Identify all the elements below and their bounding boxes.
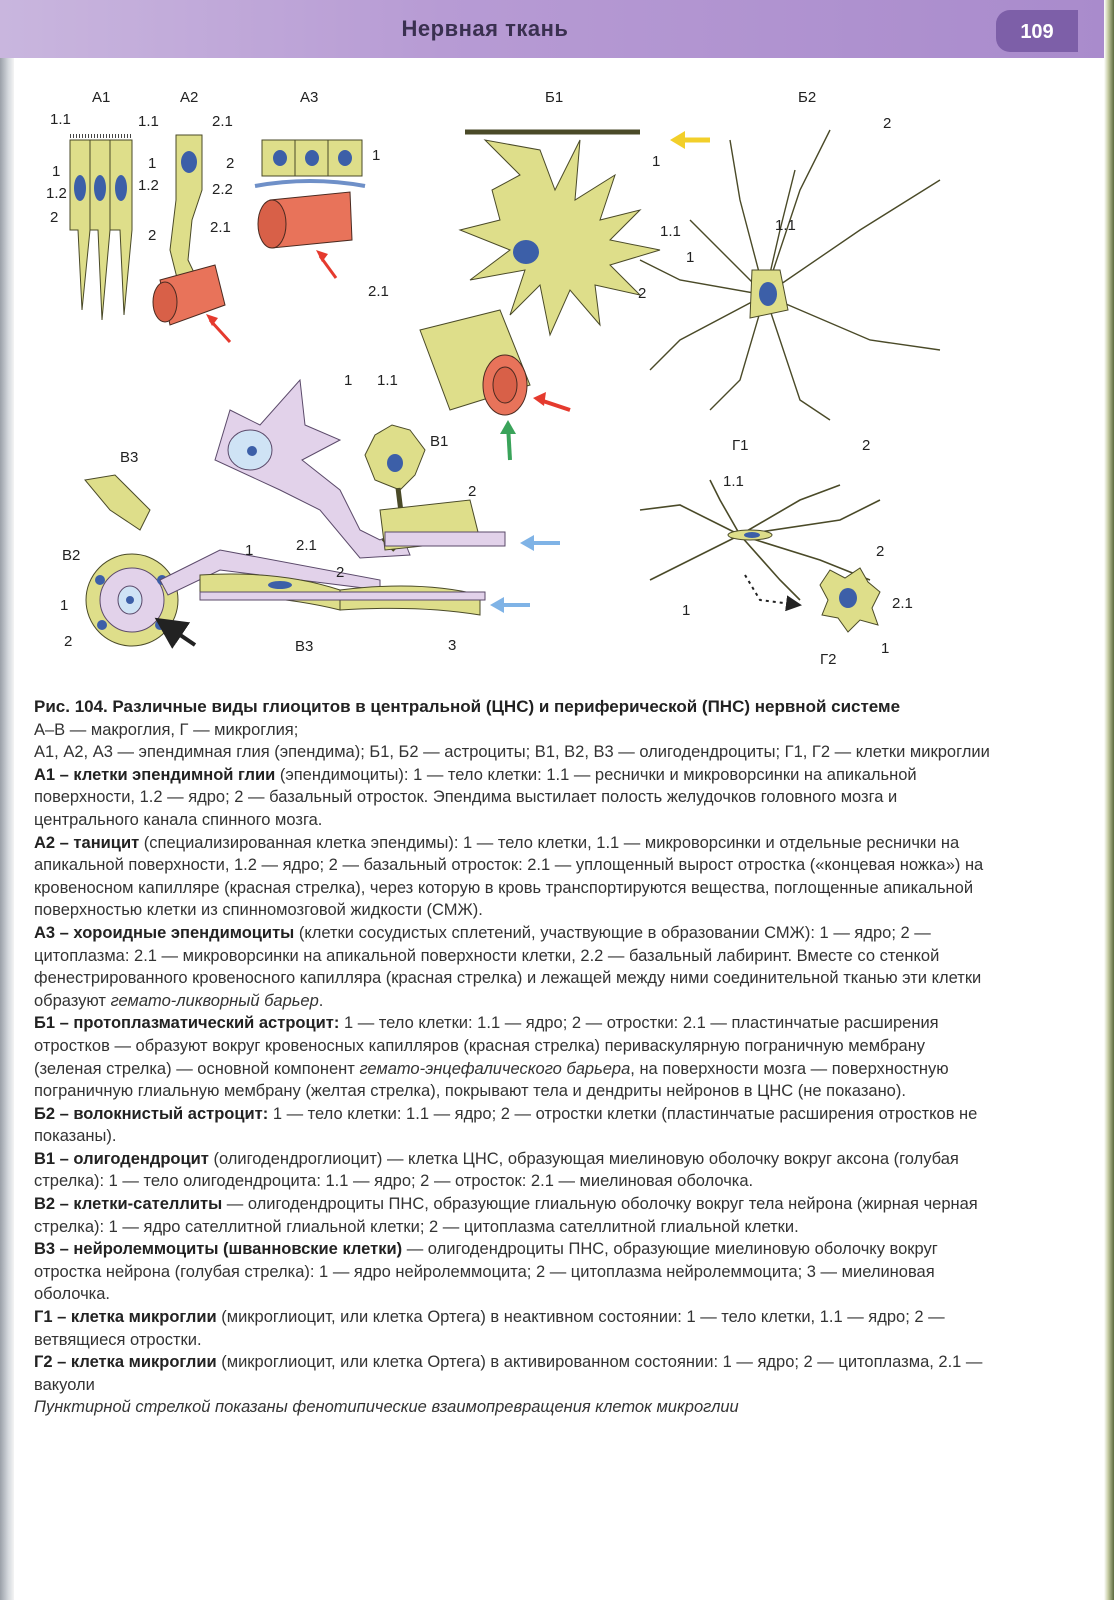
a3-callout-2-1: 2.1 xyxy=(212,113,233,130)
label-b2: Б2 xyxy=(798,89,817,106)
caption-v3: В3 – нейролеммоциты (шванновские клетки) — олигодендроциты ПНС, образующие миелиновую оболочку вокруг отростка нейрона (голубая стрелка): 1 — ядро нейролеммоцита; 2 — цитоплазма нейролеммоцита; 3 — миелиновая оболочка. xyxy=(34,1240,938,1304)
chapter-title: Нервная ткань xyxy=(401,16,569,41)
label-b1: Б1 xyxy=(545,89,564,106)
v3-callout-2: 2 xyxy=(336,564,345,581)
label-a2: А2 xyxy=(180,89,199,106)
v1-callout-2: 2 xyxy=(468,483,477,500)
page-outer-edge xyxy=(1104,0,1114,1600)
caption-g2: Г2 – клетка микроглии (микроглиоцит, или клетка Ортега) в активированном состоянии: 1 — ядро; 2 — цитоплазма, 2.1 — вакуоли xyxy=(34,1353,983,1394)
b2-callout-1-1: 1.1 xyxy=(775,217,796,234)
choroid-ependymocytes-a3 xyxy=(255,140,365,248)
label-a1: А1 xyxy=(92,89,111,106)
caption-title: Рис. 104. Различные виды глиоцитов в центральной (ЦНС) и периферической (ПНС) нервной системе xyxy=(34,697,901,716)
a3-callout-2-2: 2.2 xyxy=(212,181,233,198)
v2-callout-1: 1 xyxy=(60,597,69,614)
label-v3-upper: В3 xyxy=(120,449,139,466)
label-v3-lower: В3 xyxy=(295,638,314,655)
v3-callout-3: 3 xyxy=(448,637,457,654)
caption-a2: А2 – таницит (специализированная клетка эпендимы): 1 — тело клетки, 1.1 — микроворсинки и отдельные реснички на апикальной поверхности, 1.2 — ядро; 2 — базальный отросток: 2.1 — уплощенный вырост отростка («концевая ножка») на кровеносном капилляре (красная стрелка), через которую в кровь транспортируются вещества, поглощенные апикальной поверхностью клетки из спинномозговой жидкости (СМЖ). xyxy=(34,833,984,920)
a2-callout-1-2: 1.2 xyxy=(138,177,159,194)
caption-g1: Г1 – клетка микроглии (микроглиоцит, или клетка Ортега) в неактивном состоянии: 1 — тело клетки, 1.1 — ядро; 2 — ветвящиеся отростки. xyxy=(34,1308,945,1349)
caption-v1: В1 – олигодендроцит (олигодендроглиоцит) — клетка ЦНС, образующая миелиновую оболочку вокруг аксона (голубая стрелка): 1 — тело олигодендроцита: 1.1 — ядро; 2 — отросток: 2.1 — миелиновая оболочка. xyxy=(34,1149,959,1191)
figure-caption xyxy=(34,696,992,1419)
label-g1: Г1 xyxy=(732,437,749,454)
g2-callout-2-1: 2.1 xyxy=(892,595,913,612)
a3-callout-2: 2 xyxy=(226,155,235,172)
caption-footnote: Пунктирной стрелкой показаны фенотипические взаимопревращения клеток микроглии xyxy=(34,1398,739,1417)
caption-types: А1, А2, А3 — эпендимная глия (эпендима); Б1, Б2 — астроциты; В1, В2, В3 — олигодендроциты; Г1, Г2 — клетки микроглии xyxy=(34,743,990,762)
g1-callout-2: 2 xyxy=(862,437,871,454)
caption-v2: В2 – клетки-сателлиты — олигодендроциты ПНС, образующие глиальную оболочку вокруг тела нейрона (жирная черная стрелка): 1 — ядро сателлитной глиальной клетки; 2 — цитоплазма сателлитной глиальной клетки. xyxy=(34,1195,978,1236)
g1-callout-1-1: 1.1 xyxy=(723,473,744,490)
label-a3: А3 xyxy=(300,89,319,106)
a1-callout-1-1: 1.1 xyxy=(50,111,71,128)
label-v2: В2 xyxy=(62,547,81,564)
fibrous-astrocyte-b2 xyxy=(640,130,940,420)
v1-callout-2-1: 2.1 xyxy=(296,537,317,554)
protoplasmic-astrocyte-b1 xyxy=(420,132,660,415)
v1-callout-1-1: 1.1 xyxy=(377,372,398,389)
glia-figure xyxy=(40,80,990,680)
v1-callout-1: 1 xyxy=(344,372,353,389)
b1-callout-2-1: 2.1 xyxy=(368,283,389,300)
a2-callout-2-1: 2.1 xyxy=(210,219,231,236)
caption-a3: А3 – хороидные эпендимоциты (клетки сосудистых сплетений, участвующие в образовании СМЖ): 1 — ядро; 2 — цитоплазма: 2.1 — микроворсинки на апикальной поверхности клетки, 2.2 — базальный лабиринт. Вместе со стенкой фенестрированного кровеносного капилляра (красная стрелка) и лежащей между ними соединительной тканью эти клетки образуют гемато-ликворный барьер. xyxy=(34,923,982,1010)
b1-callout-1-1: 1.1 xyxy=(660,223,681,240)
a1-callout-2: 2 xyxy=(50,209,59,226)
g2-callout-1: 1 xyxy=(881,640,890,657)
caption-a1: А1 – клетки эпендимной глии (эпендимоциты): 1 — тело клетки: 1.1 — реснички и микроворсинки на апикальной поверхности, 1.2 — ядро; 2 — базальный отросток. Эпендима выстилает полость желудочков головного мозга и центрального канала спинного мозга. xyxy=(34,765,917,829)
v3-callout-1: 1 xyxy=(245,542,254,559)
activated-microglia-g2 xyxy=(820,568,880,632)
b1-callout-2: 2 xyxy=(638,285,647,302)
caption-b2: Б2 – волокнистый астроцит: 1 — тело клетки: 1.1 — ядро; 2 — отростки клетки (пластинчатые расширения отростков не показаны). xyxy=(34,1104,978,1146)
a2-callout-1-1: 1.1 xyxy=(138,113,159,130)
label-g2: Г2 xyxy=(820,651,837,668)
g2-callout-2: 2 xyxy=(876,543,885,560)
page-binding-edge xyxy=(0,0,14,1600)
b2-callout-2: 2 xyxy=(883,115,892,132)
a1-callout-1: 1 xyxy=(52,163,61,180)
page-number: 109 xyxy=(996,10,1078,52)
a3-callout-1: 1 xyxy=(372,147,381,164)
v2-callout-2: 2 xyxy=(64,633,73,650)
a1-callout-1-2: 1.2 xyxy=(46,185,67,202)
g1-callout-1: 1 xyxy=(682,602,691,619)
caption-b1: Б1 – протоплазматический астроцит: 1 — тело клетки: 1.1 — ядро; 2 — отростки: 2.1 — пластинчатые расширения отростков — образуют вокруг кровеносных капилляров (красная стрелка) периваскулярную пограничную мембрану (зеленая стрелка) — основной компонент гемато-энцефалического барьера, на поверхности мозга — поверхностную пограничную глиальную мембрану (желтая стрелка), покрывают тела и дендриты нейронов в ЦНС (не показано). xyxy=(34,1014,949,1101)
glia-illustration xyxy=(40,80,990,680)
label-v1: В1 xyxy=(430,433,449,450)
a2-callout-2: 2 xyxy=(148,227,157,244)
b1-callout-1: 1 xyxy=(652,153,661,170)
page-header xyxy=(0,0,1104,58)
ependymal-cells-a1 xyxy=(70,136,132,320)
b2-callout-1: 1 xyxy=(686,249,695,266)
a2-callout-1: 1 xyxy=(148,155,157,172)
caption-groups: А–В — макроглия, Г — микроглия; xyxy=(34,720,299,739)
